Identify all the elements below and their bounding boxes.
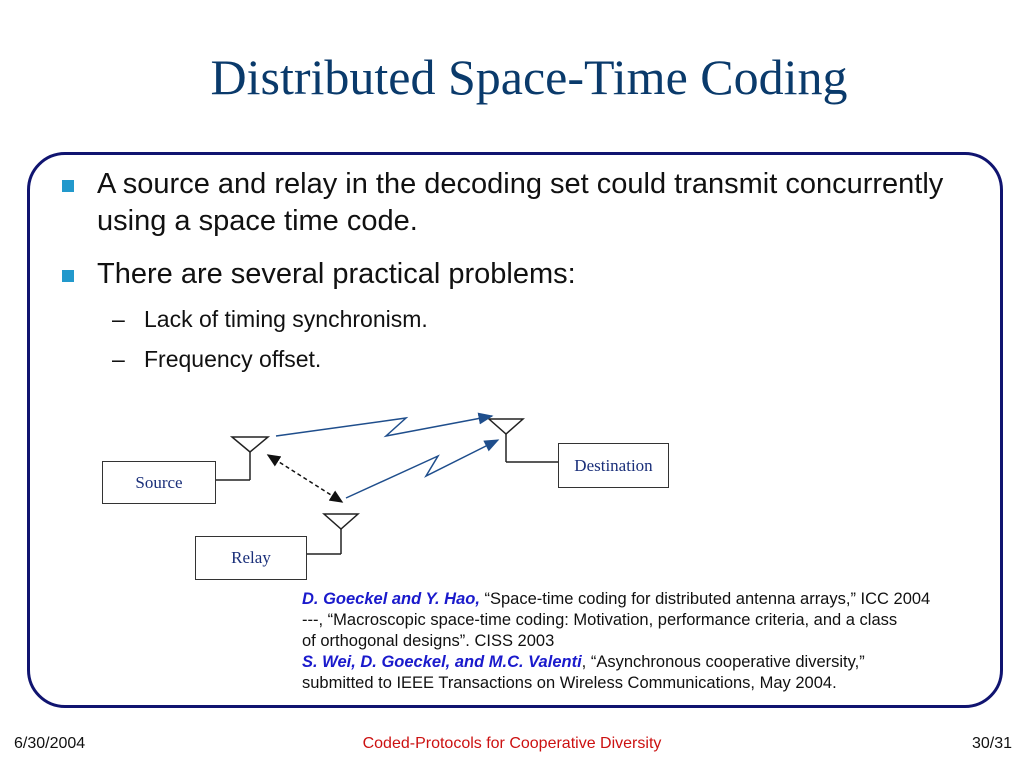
reference-3-text: , “Asynchronous cooperative diversity,” bbox=[581, 653, 865, 671]
destination-antenna-icon bbox=[489, 419, 558, 462]
sub-bullet-2-text: Frequency offset. bbox=[144, 346, 322, 372]
reference-2-line-1: ---, “Macroscopic space-time coding: Motivation, performance criteria, and a class bbox=[302, 611, 898, 629]
source-node: Source bbox=[102, 461, 216, 504]
sub-bullet-1-text: Lack of timing synchronism. bbox=[144, 306, 428, 332]
reference-2-line-2: of orthogonal designs”. CISS 2003 bbox=[302, 632, 555, 650]
relay-antenna-icon bbox=[305, 514, 358, 554]
relay-node: Relay bbox=[195, 536, 307, 580]
reference-1 bbox=[302, 589, 1024, 610]
footer-title: Coded-Protocols for Cooperative Diversity bbox=[362, 735, 662, 752]
reference-1-authors: D. Goeckel and Y. Hao, bbox=[302, 590, 480, 608]
bullet-1-text: A source and relay in the decoding set could transmit concurrently using a space time code. bbox=[97, 168, 944, 237]
bullet-2-text: There are several practical problems: bbox=[97, 258, 576, 290]
destination-node: Destination bbox=[558, 443, 669, 488]
footer-page-number: 30/31 bbox=[971, 735, 1012, 752]
reference-3-authors: S. Wei, D. Goeckel, and M.C. Valenti bbox=[302, 653, 582, 671]
source-antenna-icon bbox=[214, 437, 268, 480]
references bbox=[302, 589, 1024, 694]
relay-destination-link bbox=[346, 440, 498, 498]
dash-marker: – bbox=[112, 346, 125, 372]
reference-1-text: “Space-time coding for distributed antenna arrays,” ICC 2004 bbox=[479, 590, 931, 608]
dash-marker: – bbox=[112, 306, 125, 332]
slide-title: Distributed Space-Time Coding bbox=[210, 49, 848, 105]
reference-3 bbox=[302, 652, 1024, 673]
reference-3-line-2: submitted to IEEE Transactions on Wireless Communications, May 2004. bbox=[302, 674, 837, 692]
footer-date: 6/30/2004 bbox=[14, 735, 86, 752]
source-destination-link bbox=[276, 416, 492, 436]
source-relay-link bbox=[268, 455, 342, 502]
